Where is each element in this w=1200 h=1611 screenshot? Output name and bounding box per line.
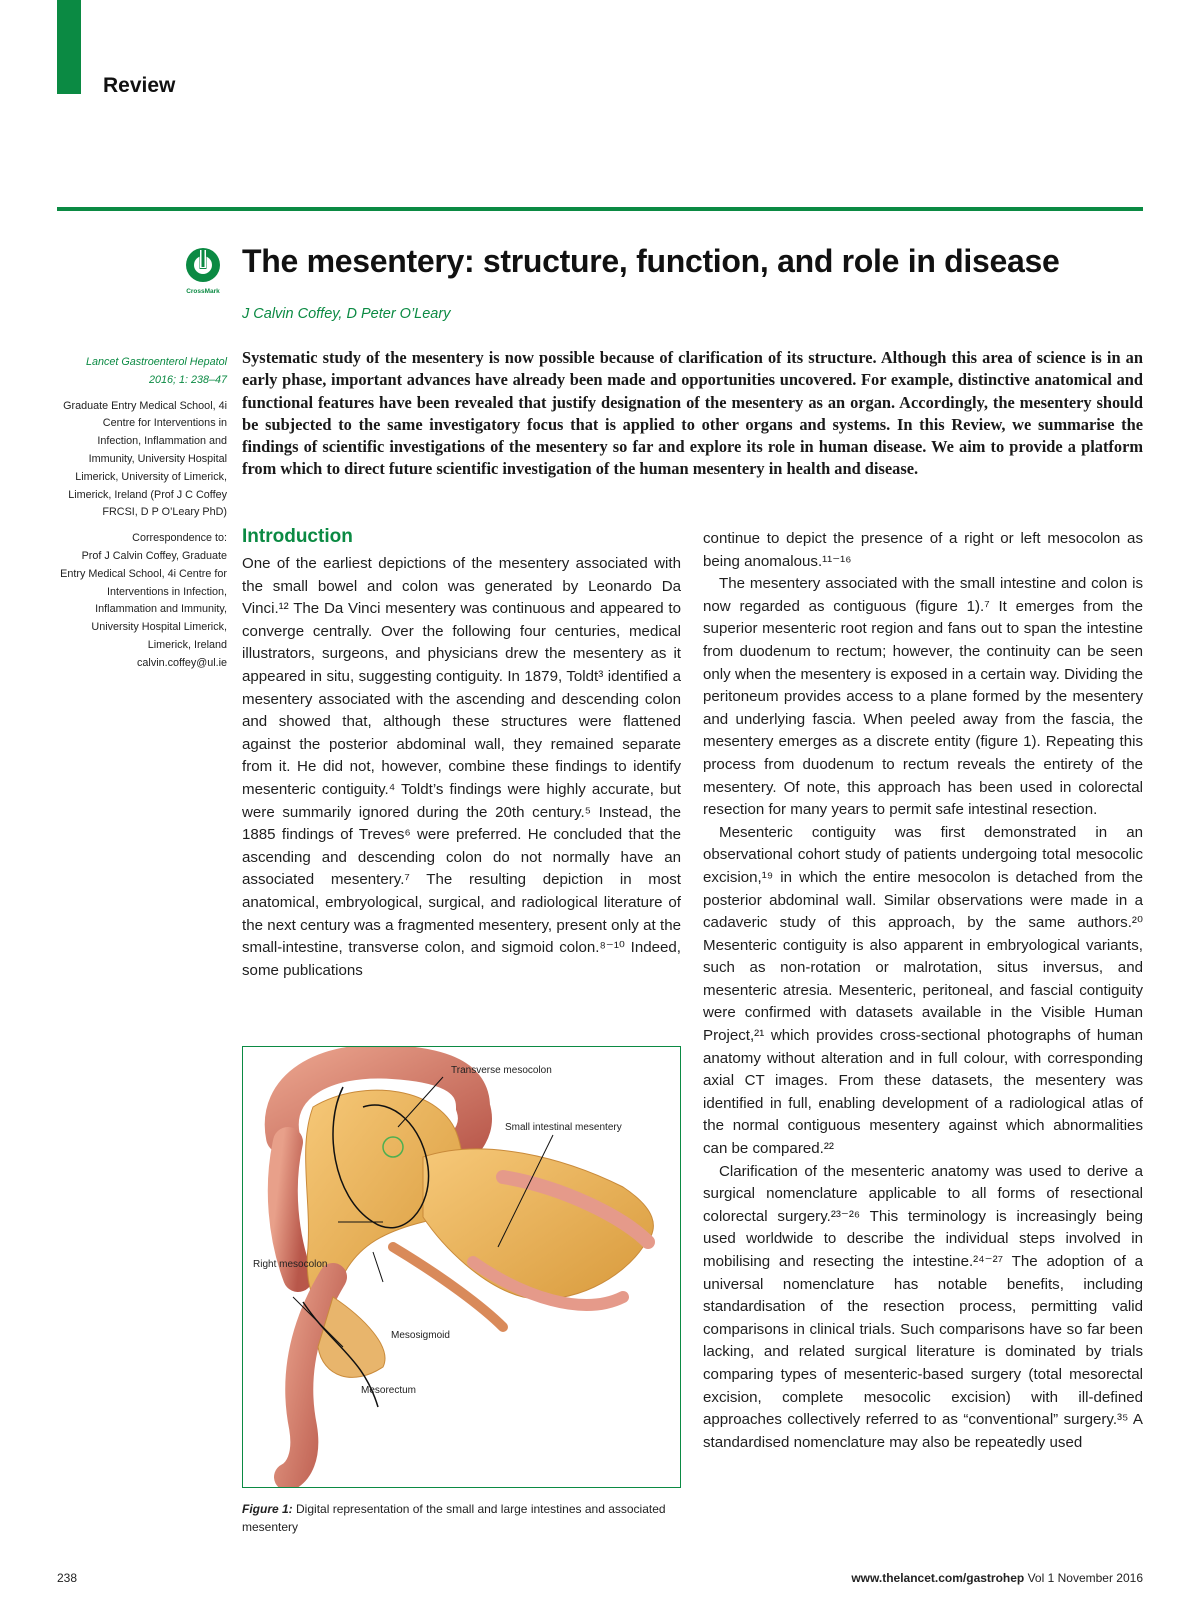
article-title: The mesentery: structure, function, and role in disease [242,243,1060,279]
section-color-tab [57,0,81,94]
article-sidebar [57,354,227,673]
section-label: Review [103,74,176,97]
footer-url[interactable]: www.thelancet.com/gastrohep [851,1571,1025,1585]
header-rule [57,207,1143,211]
label-transverse-mesocolon: Transverse mesocolon [451,1065,552,1076]
footer-journal [851,1571,1143,1585]
journal-name: Lancet Gastroenterol Hepatol [85,356,227,368]
column-right [703,528,1143,1454]
figure-1-caption [242,1500,681,1536]
intro-paragraph-1: One of the earliest depictions of the mesentery associated with the small bowel and colon was generated by Leonardo Da Vinci.¹² The Da Vinci mesentery was continuous and appeared to converge centrally. Over the following four centuries, medical illustrators, surgeons, and physicians drew the mesentery as it appeared in situ, suggesting contiguity. In 1879, Toldt³ identified a mesentery associated with the ascending and descending colon and showed that, although these structures were flattened against the posterior abdominal wall, they remained separate from it. He did not, however, combine these findings to identify mesenteric contiguity.⁴ Toldt’s findings were highly accurate, but were summarily ignored during the 20th century.⁵ Instead, the 1885 findings of Treves⁶ were preferred. He concluded that the ascending and descending colon do not normally have an associated mesentery.⁷ The resulting depiction in most anatomical, embryological, surgical, and radiological literature of the next century was a fragmented mesentery, present only at the small-intestine, transverse colon, and sigmoid colon.⁸⁻¹⁰ Indeed, some publications [242,555,681,979]
label-mesorectum: Mesorectum [361,1385,417,1396]
intro-paragraph-2: The mesentery associated with the small intestine and colon is now regarded as contiguous (figure 1).⁷ It emerges from the superior mesenteric root region and fans out to span the intestine from duodenum to rectum; however, the continuity can be seen only when the mesentery is exposed in a certain way. Dividing the peritoneum provides access to a plane formed by the mesentery and underlying fascia. When peeled away from the fascia, the mesentery emerges as a discrete entity (figure 1). Repeating this process from duodenum to rectum reveals the entirety of the mesentery. Of note, this approach has been used in colorectal resection for many years to permit safe intestinal resection. [703,575,1143,819]
intro-paragraph-4: Clarification of the mesenteric anatomy was used to derive a surgical nomenclature applicable to all forms of resectional colorectal surgery.²³⁻²⁶ This terminology is increasingly being used worldwide to describe the individual steps involved in mobilising and resecting the intestine.²⁴⁻²⁷ The adoption of a universal nomenclature has notable benefits, including standardisation of the resection process, permitting valid comparisons in clinical trials. Such comparisons have so far been lacking, and related surgical literature is dominated by trials comparing types of mesenteric-based surgery (total mesorectal excision, complete mesocolic excision) with ill-defined approaches collectively referred to as “conventional” surgery.³⁵ A standardised nomenclature may also be repeatedly used [703,1162,1143,1451]
column-left [242,553,681,982]
svg-text:CrossMark: CrossMark [186,288,220,295]
correspondence-address: Prof J Calvin Coffey, Graduate Entry Medical School, 4i Centre for Interventions in Infection, Inflammation and Immunity, University Hospital Limerick, Limerick, Ireland [60,549,227,651]
introduction-heading: Introduction [242,526,353,547]
caption-label: Figure 1: [242,1502,293,1516]
intro-paragraph-1-continued: continue to depict the presence of a right or left mesocolon as being anomalous.¹¹⁻¹⁶ [703,530,1143,570]
label-small-intestinal-mesentery: Small intestinal mesentery [505,1122,622,1133]
caption-text: Digital representation of the small and large intestines and associated mesentery [242,1502,666,1534]
correspondence-email[interactable]: calvin.coffey@ul.ie [137,656,227,669]
footer-issue: Vol 1 November 2016 [1027,1571,1143,1585]
crossmark-icon [181,246,225,296]
label-right-mesocolon: Right mesocolon [253,1259,328,1270]
author-affiliation: Graduate Entry Medical School, 4i Centre for Interventions in Infection, Inflammation and Immunity, University Hospital Limerick, University of Limerick, Limerick, Ireland (Prof J C Coffey FRCSI, D P O’Leary PhD) [63,399,227,519]
crossmark-logo[interactable] [181,246,225,296]
abstract: Systematic study of the mesentery is now possible because of clarification of its structure. Although this area of science is in an early phase, important advances have already been made and opportunities uncovered. For example, distinctive anatomical and functional features have been revealed that justify designation of the mesentery as an organ. Accordingly, the mesentery should be subjected to the same investigatory focus that is applied to other organs and systems. In this Review, we summarise the findings of scientific investigations of the mesentery so far and explore its role in human disease. We aim to provide a platform from which to direct future scientific investigation of the human mesentery in health and disease. [242,348,1143,479]
figure-1 [242,1046,681,1488]
article-authors[interactable]: J Calvin Coffey, D Peter O’Leary [242,306,451,322]
intro-paragraph-3: Mesenteric contiguity was first demonstrated in an observational cohort study of patients undergoing total mesocolic excision,¹⁹ in which the entire mesocolon is detached from the posterior abdominal wall. Similar observations were made in a cadaveric study of this approach, by the same authors.²⁰ Mesenteric contiguity is also apparent in embryological variants, such as non-rotation or malrotation, situs inversus, and mesenteric atresia. Mesenteric, peritoneal, and fascial contiguity were confirmed with datasets available in the Visible Human Project,²¹ which provides cross-sectional photographs of human anatomy without alteration and in full colour, with corresponding axial CT images. From these datasets, the mesentery was identified in full, enabling development of a radiological atlas of the normal contiguous mesentery against which abnormalities can be compared.²² [703,823,1143,1158]
page-number: 238 [57,1571,78,1585]
journal-citation: 2016; 1: 238–47 [148,373,227,386]
correspondence-label: Correspondence to: [132,532,227,545]
label-mesosigmoid: Mesosigmoid [391,1330,450,1341]
